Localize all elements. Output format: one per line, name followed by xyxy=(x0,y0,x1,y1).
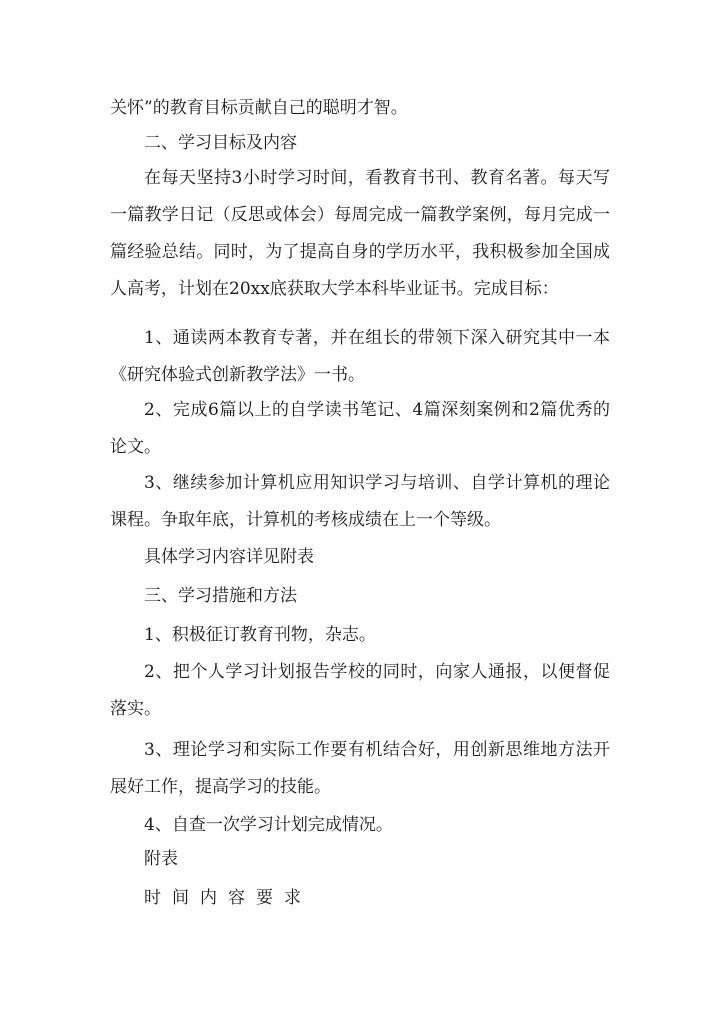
section-heading-2: 二、学习目标及内容 xyxy=(144,133,297,153)
paragraph-continuation: 关怀”的教育目标贡献自己的聪明才智。 xyxy=(110,98,408,118)
goal-item-3: 3、继续参加计算机应用知识学习与培训、自学计算机的理论课程。争取年底，计算机的考核成绩在上一个等级。 xyxy=(110,473,610,530)
appendix-label: 附表 xyxy=(144,849,178,869)
section-heading-3: 三、学习措施和方法 xyxy=(144,586,297,606)
method-item-1: 1、积极征订教育刊物，杂志。 xyxy=(144,625,376,645)
goal-item-2: 2、完成6篇以上的自学读书笔记、4篇深刻案例和2篇优秀的论文。 xyxy=(110,400,610,457)
method-item-2: 2、把个人学习计划报告学校的同时，向家人通报，以便督促落实。 xyxy=(110,662,610,719)
method-item-3: 3、理论学习和实际工作要有机结合好，用创新思维地方法开展好工作，提高学习的技能。 xyxy=(110,740,610,797)
paragraph-study-goals: 在每天坚持3小时学习时间，看教育书刊、教育名著。每天写一篇教学日记（反思或体会）每周完成一篇教学案例，每月完成一篇经验总结。同时，为了提高自身的学历水平，我积极参加全国成人高考，计划在20xx底获取大学本科毕业证书。完成目标： xyxy=(110,168,610,299)
goal-item-1: 1、通读两本教育专著，并在组长的带领下深入研究其中一本《研究体验式创新教学法》一书。 xyxy=(110,328,610,385)
appendix-note: 具体学习内容详见附表 xyxy=(144,547,314,567)
table-header-row: 时间内容要求 xyxy=(144,888,312,908)
method-item-4: 4、自查一次学习计划完成情况。 xyxy=(144,815,393,835)
